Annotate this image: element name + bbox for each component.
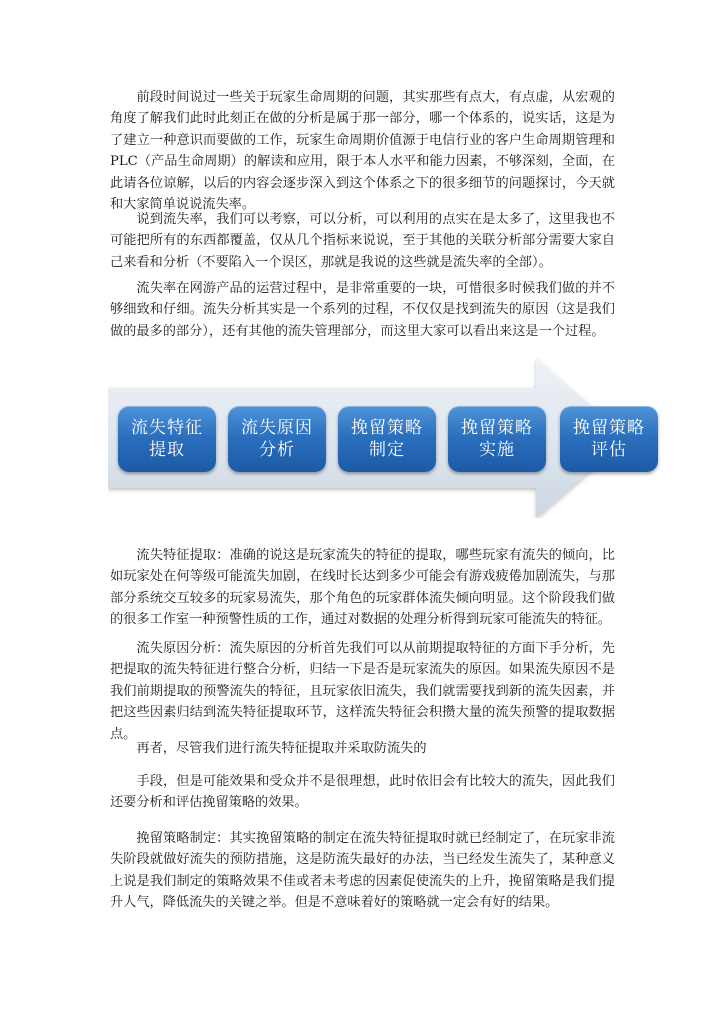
step-label-line2: 制定	[369, 440, 405, 460]
step-label-line1: 挽留策略	[351, 418, 423, 438]
step-label-line2: 实施	[479, 440, 515, 460]
paragraph-moreover: 再者，尽管我们进行流失特征提取并采取防流失的	[136, 741, 427, 756]
paragraph-cause-analysis: 流失原因分析：流失原因的分析首先我们可以从前期提取特征的方面下手分析，先把提取的流失特征进行整合分析，归结一下是否是玩家流失的原因。如果流失原因不是我们前期提取的预警流失的特征，且玩家依旧流失，我们就需要找到新的流失因素，并把这些因素归结到流失特征提取环节，这样流失特征会积攒大量的流失预警的提取数据点。	[110, 641, 615, 742]
step-retention-strategy-evaluation	[560, 406, 658, 472]
paragraph-churn-process: 流失率在网游产品的运营过程中，是非常重要的一块，可惜很多时候我们做的并不够细致和仔细。流失分析其实是一个系列的过程，不仅仅是找到流失的原因（这是我们做的最多的部分），还有其他的流失管理部分，而这里大家可以看出来这是一个过程。	[110, 281, 615, 339]
paragraph-churn-scope: 说到流失率，我们可以考察，可以分析，可以利用的点实在是太多了，这里我也不可能把所有的东西都覆盖，仅从几个指标来说说，至于其他的关联分析部分需要大家自己来看和分析（不要陷入一个误区，那就是我说的这些就是流失率的全部）。	[110, 212, 615, 270]
paragraph-evaluate-effect: 手段，但是可能效果和受众并不是很理想，此时依旧会有比较大的流失，因此我们还要分析和评估挽留策略的效果。	[110, 774, 615, 811]
paragraph-intro: 前段时间说过一些关于玩家生命周期的问题，其实那些有点大，有点虚，从宏观的角度了解我们此时此刻正在做的分析是属于那一部分，哪一个体系的，说实话，这是为了建立一种意识而要做的工作，玩家生命周期价值源于电信行业的客户生命周期管理和 PLC（产品生命周期）的解读和应用，限于本人水平和能力因素，不够深刻，全面，在此请各位谅解，以后的内容会逐步深入到这个体系之下的很多细节的问题探讨，今天就和大家简单说说流失率。	[110, 90, 615, 213]
step-retention-strategy-planning	[338, 406, 436, 472]
step-churn-feature-extraction	[118, 406, 216, 472]
step-retention-strategy-execution	[448, 406, 546, 472]
step-label-line1: 挽留策略	[573, 418, 645, 438]
step-label-line2: 分析	[259, 440, 295, 460]
paragraph-feature-extraction: 流失特征提取：准确的说这是玩家流失的特征的提取，哪些玩家有流失的倾向，比如玩家处在何等级可能流失加剧，在线时长达到多少可能会有游戏疲倦加剧流失，与那部分系统交互较多的玩家易流失，那个角色的玩家群体流失倾向明显。这个阶段我们做的很多工作室一种预警性质的工作，通过对数据的处理分析得到玩家可能流失的特征。	[110, 548, 615, 628]
step-label-line1: 流失特征	[131, 418, 203, 438]
step-label-line1: 流失原因	[241, 418, 313, 438]
step-label-line2: 评估	[591, 440, 627, 460]
churn-process-diagram	[108, 358, 668, 518]
step-label-line2: 提取	[149, 440, 185, 460]
step-label-line1: 挽留策略	[461, 418, 533, 438]
step-churn-cause-analysis	[228, 406, 326, 472]
paragraph-retention-strategy: 挽留策略制定：其实挽留策略的制定在流失特征提取时就已经制定了，在玩家非流失阶段就做好流失的预防措施，这是防流失最好的办法，当已经发生流失了，某种意义上说是我们制定的策略效果不佳或者未考虑的因素促使流失的上升，挽留策略是我们提升人气，降低流失的关键之举。但是不意味着好的策略就一定会有好的结果。	[110, 831, 615, 911]
